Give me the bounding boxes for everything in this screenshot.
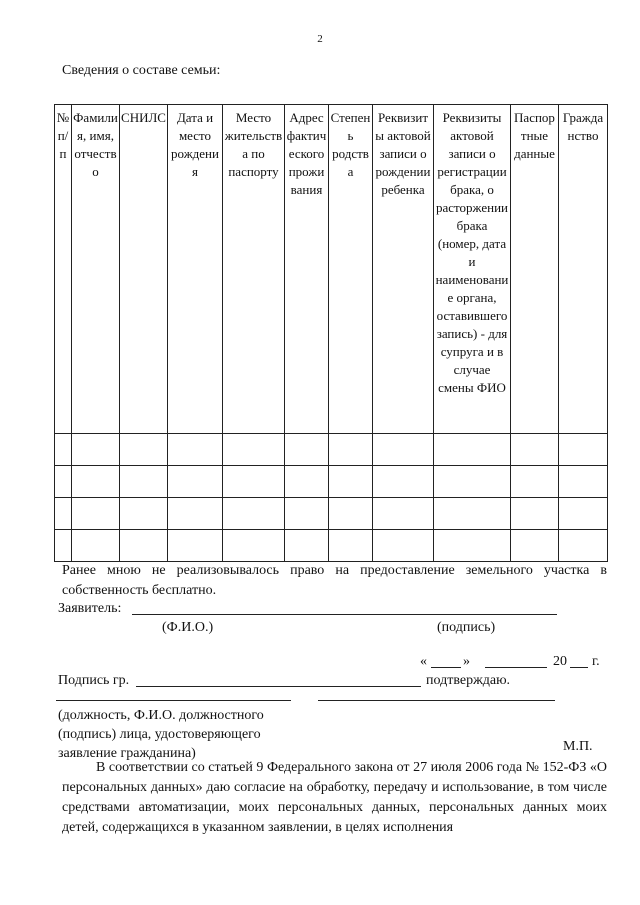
table-cell[interactable] xyxy=(223,466,285,498)
table-cell[interactable] xyxy=(373,498,434,530)
header-marriage-record: Реквизиты актовой записи о регистрации брака, о расторжении брака (номер, дата и наименование органа, оставившего запись) - для супруга и в случае смены ФИО xyxy=(434,105,511,434)
table-cell[interactable] xyxy=(223,530,285,562)
confirm-text: подтверждаю. xyxy=(426,673,511,688)
table-cell[interactable] xyxy=(329,466,373,498)
table-cell[interactable] xyxy=(373,530,434,562)
header-snils: СНИЛС xyxy=(120,105,168,434)
table-cell[interactable] xyxy=(434,466,511,498)
citizen-signature-line[interactable] xyxy=(136,686,421,687)
table-cell[interactable] xyxy=(120,530,168,562)
table-row xyxy=(55,434,608,466)
official-caption: (должность, Ф.И.О. должностного (подпись) лица, удостоверяющего заявление гражданина) xyxy=(58,708,264,761)
table-cell[interactable] xyxy=(434,498,511,530)
table-cell[interactable] xyxy=(120,498,168,530)
table-cell[interactable] xyxy=(223,498,285,530)
header-citizenship: Гражданство xyxy=(559,105,608,434)
table-cell[interactable] xyxy=(55,530,72,562)
table-cell[interactable] xyxy=(329,498,373,530)
official-name-line[interactable] xyxy=(56,700,291,701)
table-cell[interactable] xyxy=(55,434,72,466)
table-cell[interactable] xyxy=(285,530,329,562)
applicant-label: Заявитель: xyxy=(58,601,122,616)
table-cell[interactable] xyxy=(168,466,223,498)
table-cell[interactable] xyxy=(223,434,285,466)
table-cell[interactable] xyxy=(72,530,120,562)
table-cell[interactable] xyxy=(168,530,223,562)
table-header-row xyxy=(55,105,608,434)
header-residence-by-passport: Место жительства по паспорту xyxy=(223,105,285,434)
date-open-quote: « xyxy=(420,654,427,669)
statement-text: Ранее мною не реализовывалось право на предоставление земельного участка в собственность бесплатно. xyxy=(62,563,607,598)
table-cell[interactable] xyxy=(168,434,223,466)
official-signature-line[interactable] xyxy=(318,700,555,701)
date-month-line[interactable] xyxy=(485,667,547,668)
family-table xyxy=(54,104,608,562)
header-number: № п/п xyxy=(55,105,72,434)
stamp-label: М.П. xyxy=(563,739,593,754)
date-close-quote: » xyxy=(463,654,470,669)
table-cell[interactable] xyxy=(511,498,559,530)
table-cell[interactable] xyxy=(373,434,434,466)
table-cell[interactable] xyxy=(120,434,168,466)
date-year-line[interactable] xyxy=(570,667,588,668)
table-cell[interactable] xyxy=(285,498,329,530)
table-cell[interactable] xyxy=(120,466,168,498)
signature-label: Подпись гр. xyxy=(58,673,130,688)
table-cell[interactable] xyxy=(511,530,559,562)
header-kinship: Степень родства xyxy=(329,105,373,434)
date-year-prefix: 20 xyxy=(553,654,567,669)
header-full-name: Фамилия, имя, отчество xyxy=(72,105,120,434)
table-cell[interactable] xyxy=(511,434,559,466)
table-cell[interactable] xyxy=(285,466,329,498)
table-cell[interactable] xyxy=(434,530,511,562)
signature-caption: (подпись) xyxy=(437,620,496,635)
header-birth-record: Реквизиты актовой записи о рождении ребенка xyxy=(373,105,434,434)
table-cell[interactable] xyxy=(329,434,373,466)
table-row xyxy=(55,530,608,562)
table-cell[interactable] xyxy=(511,466,559,498)
section-title: Сведения о составе семьи: xyxy=(62,63,221,78)
table-cell[interactable] xyxy=(72,498,120,530)
header-actual-address: Адрес фактического проживания xyxy=(285,105,329,434)
table-cell[interactable] xyxy=(434,434,511,466)
table-cell[interactable] xyxy=(168,498,223,530)
table-row xyxy=(55,466,608,498)
table-cell[interactable] xyxy=(72,434,120,466)
header-passport-data: Паспортные данные xyxy=(511,105,559,434)
table-cell[interactable] xyxy=(559,434,608,466)
table-cell[interactable] xyxy=(373,466,434,498)
table-cell[interactable] xyxy=(55,498,72,530)
table-cell[interactable] xyxy=(285,434,329,466)
table-cell[interactable] xyxy=(559,466,608,498)
fio-caption: (Ф.И.О.) xyxy=(162,620,214,635)
table-cell[interactable] xyxy=(55,466,72,498)
consent-text: В соответствии со статьей 9 Федерального закона от 27 июля 2006 года № 152-ФЗ «О персональных данных» даю согласие на обработку, передачу и использование, в том числе средствами автоматизации, моих персональных данных, персональных данных моих детей, содержащихся в указанном заявлении, в целях исполнения xyxy=(62,760,607,835)
table-row xyxy=(55,498,608,530)
page-number: 2 xyxy=(317,33,323,45)
table-cell[interactable] xyxy=(72,466,120,498)
table-cell[interactable] xyxy=(559,530,608,562)
applicant-signature-line[interactable] xyxy=(132,614,557,615)
table-cell[interactable] xyxy=(559,498,608,530)
table-cell[interactable] xyxy=(329,530,373,562)
date-year-suffix: г. xyxy=(592,654,600,669)
date-day-line[interactable] xyxy=(431,667,461,668)
header-birth-date-place: Дата и место рождения xyxy=(168,105,223,434)
